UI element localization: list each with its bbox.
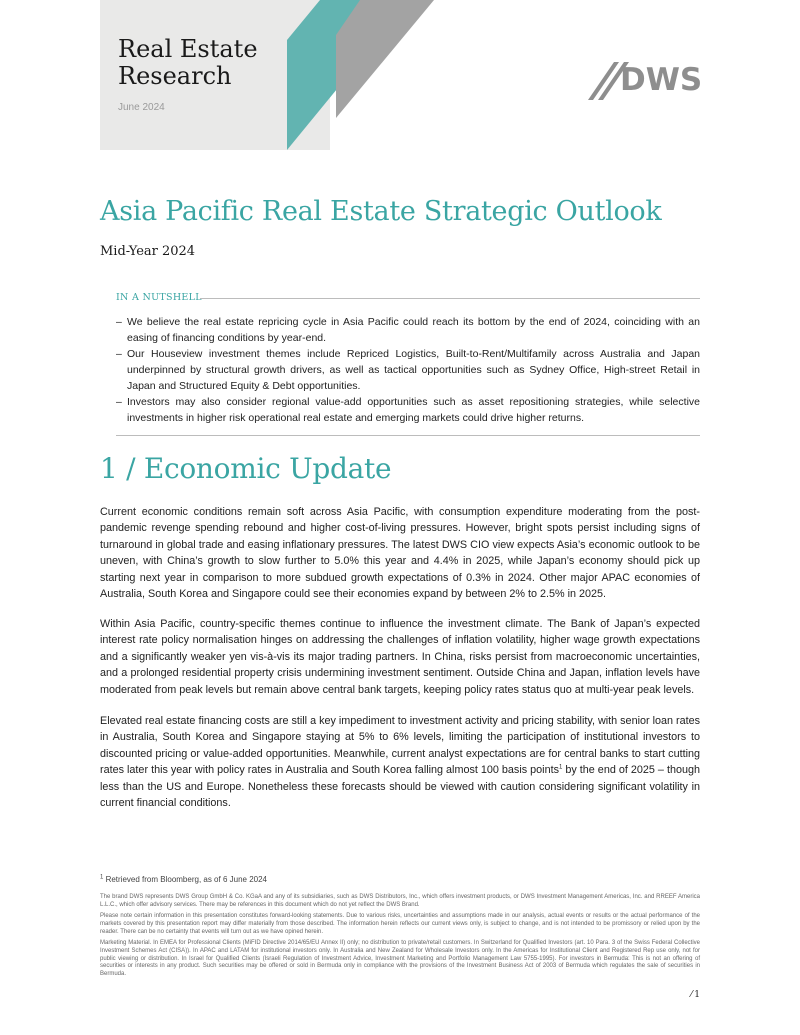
nutshell-bullet: – Investors may also consider regional value-add opportunities such as asset repositioning strategies, while selective investments in higher risk operational real estate and emerging markets could drive higher returns. xyxy=(116,396,700,424)
dws-logo: DWS xyxy=(620,62,703,98)
nutshell-label: IN A NUTSHELL xyxy=(116,292,202,303)
series-title-line2: Research xyxy=(118,62,232,90)
nutshell-end-divider xyxy=(116,435,700,436)
footnote: $^1$ Retrieved from Bloomberg, as of 6 June 2024 xyxy=(100,874,267,884)
body-paragraph: Current economic conditions remain soft across Asia Pacific, with consumption expenditure moderating from the post-pandemic revenge spending rebound and higher cost-of-living pressures. However, bright spots persist including signs of turnaround in global trade and easing inflationary pressures. The latest DWS CIO view expects Asia’s economic outlook to be uneven, with China’s growth to slow further to 5.0% this year and 4.4% in 2025, while Japan’s economy should pick up starting next year in comparison to more subdued growth expectations of 0.3% in 2024. Other major APAC economies of Australia, South Korea and Singapore could see their economies expand by between 2% to 2.5% in 2025. xyxy=(100,506,700,601)
page-number: ⁄ 1 xyxy=(690,990,700,1000)
document-subtitle: Mid-Year 2024 xyxy=(100,244,196,259)
nutshell-divider xyxy=(200,298,700,299)
slash-icon: ⁄ xyxy=(690,990,693,1000)
series-title xyxy=(118,36,258,90)
body-paragraph: Elevated real estate financing costs are still a key impediment to investment activity and pricing stability, with senior loan rates in Australia, South Korea and Singapore staying at 5% to 6% levels, limiting the participation of institutional investors to discounted pricing or value-added opportunities. Meanwhile, current analyst expectations are for central banks to start cutting rates later this year with policy rates in Australia and South Korea falling almost 100 basis points$^1$ by the end of 2025 – though less than the US and Europe. Nonetheless these forecasts should be viewed with caution considering significant volatility in current financial conditions. xyxy=(100,715,700,810)
dash-icon: – xyxy=(116,396,122,408)
section-title: 1 / Economic Update xyxy=(100,452,392,485)
body-paragraph: Within Asia Pacific, country-specific themes continue to influence the investment climate. The Bank of Japan’s expected interest rate policy normalisation hinges on addressing the challenges of inflation volatility, higher wage growth expectations and a significantly weaker yen vis-à-vis its major trading partners. In China, risks persist from macroeconomic uncertainties, and a prolonged residential property crisis undermining investment sentiment. Outside China and Japan, inflation levels have moderated from peak levels but remain above central bank targets, keeping policy rates status quo at multi-year peak levels. xyxy=(100,618,700,696)
document-title: Asia Pacific Real Estate Strategic Outlook xyxy=(100,196,662,227)
disclaimer-marketing: Marketing Material. In EMEA for Professional Clients (MiFID Directive 2014/65/EU Annex II) only; no distribution to private/retail customers. In Switzerland for Qualified Investors (art. 10 Para. 3 of the Swiss Federal Collective Investment Schemes Act (CISA)). In APAC and LATAM for institutional investors only. In Australia and New Zealand for Wholesale Investors only. In the Americas for Institutional Client and Registered Rep use only, not for public viewing or distribution. In Israel for Qualified Clients (Israeli Regulation of Investment Advice, Investment Marketing and Portfolio Management Law 5755-1995). For investors in Bermuda: This is not an offering of securities or interests in any product. Such securities may be offered or sold in Bermuda only in compliance with the provisions of the Investment Business Act of 2003 of Bermuda which regulates the sale of securities in Bermuda. xyxy=(100,940,700,978)
gray-band xyxy=(336,0,434,118)
nutshell-list xyxy=(116,314,700,426)
nutshell-bullet: – We believe the real estate repricing cycle in Asia Pacific could reach its bottom by the end of 2024, coinciding with an easing of financing conditions by year-end. xyxy=(116,316,700,344)
series-title-line1: Real Estate xyxy=(118,35,258,63)
dash-icon: – xyxy=(116,348,122,360)
dash-icon: – xyxy=(116,316,122,328)
publication-date: June 2024 xyxy=(118,102,165,113)
disclaimer-brand: The brand DWS represents DWS Group GmbH & Co. KGaA and any of its subsidiaries, such as DWS Distributors, Inc., which offers investment products, or DWS Investment Management Americas, Inc. and RREEF America L.L.C., which offer advisory services. There may be references in this document which do not yet reflect the DWS Brand. xyxy=(100,894,700,908)
nutshell-bullet: – Our Houseview investment themes include Repriced Logistics, Built-to-Rent/Multifamily across Australia and Japan underpinned by structural growth drivers, as well as tactical opportunities such as Sydney Office, High-street Retail in Japan and Structured Equity & Debt opportunities. xyxy=(116,348,700,392)
disclaimer-forward-looking: Please note certain information in this presentation constitutes forward-looking statements. Due to various risks, uncertainties and assumptions made in our analysis, actual events or results or the actual performance of the markets covered by this presentation report may differ materially from those described. The information herein reflects our current views only, is subject to change, and is not intended to be promissory or relied upon by the reader. There can be no certainty that events will turn out as we have opined herein. xyxy=(100,913,700,935)
footnote-ref: 1 xyxy=(558,764,563,771)
